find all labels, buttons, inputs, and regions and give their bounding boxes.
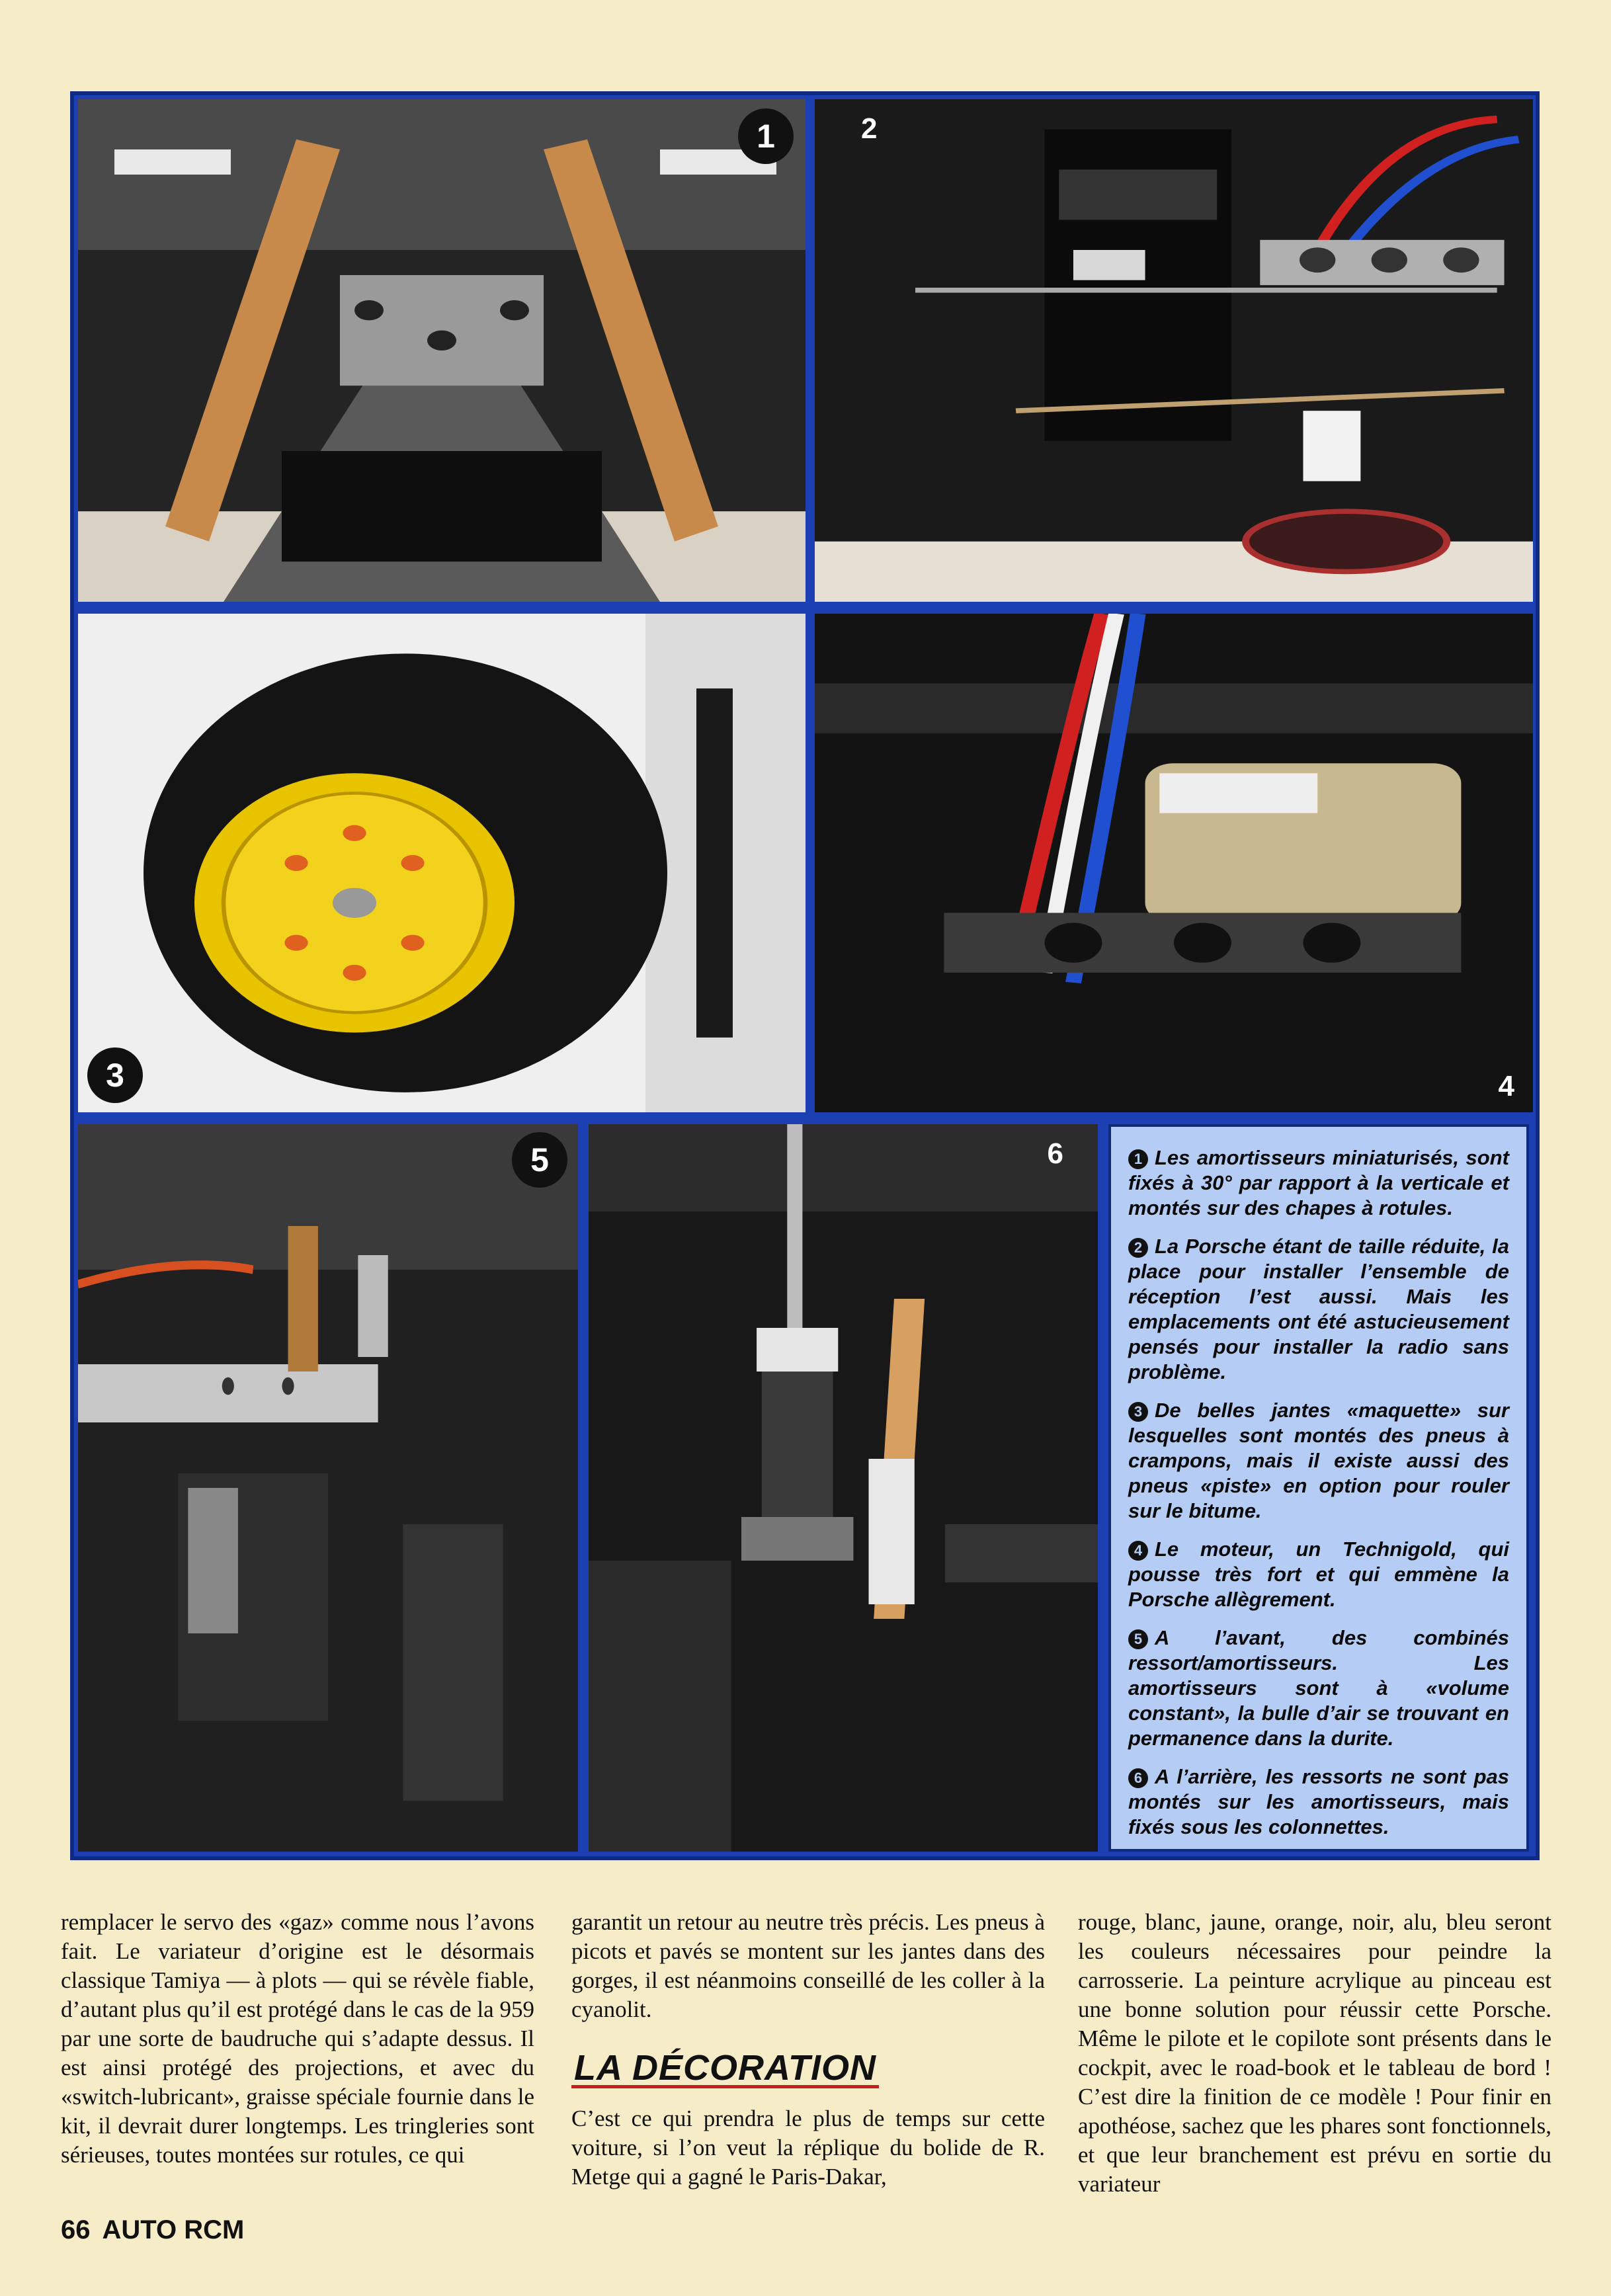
caption-number-badge: 4: [1128, 1541, 1148, 1561]
motor-photo-icon: [815, 614, 1533, 1112]
paragraph: garantit un retour au neutre très précis. Les pneus à picots et pavés se montent sur les jantes dans des gorges, il est néanmoins conseillé de les coller à la cyanolit.: [571, 1909, 1045, 2022]
caption-number-badge: 6: [1128, 1768, 1148, 1788]
shock-absorbers-photo-icon: [78, 99, 806, 602]
caption-text: A l’arrière, les ressorts ne sont pas montés sur les amortisseurs, mais fixés sous les colonnettes.: [1128, 1765, 1509, 1838]
photo-captions: [1108, 1124, 1529, 1852]
front-suspension-photo-icon: [78, 1124, 578, 1852]
photo-3: [78, 614, 806, 1112]
photo-number-badge: 1: [738, 108, 794, 164]
caption-number-badge: 2: [1128, 1238, 1148, 1258]
photo-number-label: 4: [1498, 1070, 1514, 1102]
paragraph: rouge, blanc, jaune, orange, noir, alu, bleu seront les couleurs nécessaires pour peindre la carrosserie. La peinture acrylique au pinceau est une bonne solution pour réussir cette Porsche. Même le pilote et le copilote sont présents dans le cockpit, avec le road-book et le tableau de bord ! C’est dire la finition de ce modèle ! Pour finir en apothéose, sachez que les phares sont fonctionnels, et que leur branchement est prévu en sortie du variateur: [1078, 1909, 1551, 2197]
caption-5: [1128, 1625, 1509, 1751]
caption-number-badge: 3: [1128, 1402, 1148, 1422]
photo-6: [589, 1124, 1098, 1852]
caption-4: [1128, 1537, 1509, 1612]
photo-1: [78, 99, 806, 602]
caption-text: Le moteur, un Technigold, qui pousse très fort et qui emmène la Porsche allègrement.: [1128, 1538, 1509, 1611]
magazine-name: AUTO RCM: [102, 2215, 245, 2244]
caption-2: [1128, 1234, 1509, 1385]
section-heading: LA DÉCORATION: [571, 2053, 879, 2088]
caption-text: A l’avant, des combinés ressort/amortisseurs. Les amortisseurs sont à «volume constant», la bulle d’air se trouvant en permanence dans la durite.: [1128, 1626, 1509, 1750]
caption-number-badge: 1: [1128, 1149, 1148, 1169]
article-column-1: [61, 1908, 534, 2170]
photo-4: [815, 614, 1533, 1112]
caption-text: De belles jantes «maquette» sur lesquelles sont montés des pneus à crampons, mais il existe aussi des pneus «piste» en option pour rouler sur le bitume.: [1128, 1399, 1509, 1522]
page-number: 66: [61, 2215, 91, 2244]
article-column-3: [1078, 1908, 1551, 2199]
caption-text: Les amortisseurs miniaturisés, sont fixés à 30° par rapport à la verticale et montés sur des chapes à rotules.: [1128, 1146, 1509, 1219]
caption-3: [1128, 1398, 1509, 1524]
photo-number-label: 6: [1047, 1137, 1063, 1170]
page-footer: [61, 2215, 256, 2245]
photo-2: [815, 99, 1533, 602]
photo-number-badge: 5: [512, 1132, 567, 1188]
article-column-2: [571, 1908, 1045, 2192]
photo-number-badge: 3: [87, 1047, 143, 1103]
paragraph: remplacer le servo des «gaz» comme nous l’avons fait. Le variateur d’origine est le désormais classique Tamiya — à plots — qui se révèle fiable, d’autant plus qu’il est protégé dans le cas de la 959 par une sorte de baudruche qui s’adapte dessus. Il est ainsi protégé des projections, et avec du «switch-lubricant», graisse spéciale fournie dans le kit, il devrait durer longtemps. Les tringleries sont sérieuses, toutes montées sur rotules, ce qui: [61, 1909, 534, 2168]
caption-6: [1128, 1764, 1509, 1840]
paragraph: C’est ce qui prendra le plus de temps sur cette voiture, si l’on veut la réplique du bolide de R. Metge qui a gagné le Paris-Dakar,: [571, 2106, 1045, 2190]
caption-1: [1128, 1145, 1509, 1221]
rear-suspension-photo-icon: [589, 1124, 1098, 1852]
photo-5: [78, 1124, 578, 1852]
wheel-photo-icon: [78, 614, 806, 1112]
caption-number-badge: 5: [1128, 1629, 1148, 1649]
caption-text: La Porsche étant de taille réduite, la place pour installer l’ensemble de réception l’est aussi. Mais les emplacements ont été astucieusement pensés pour installer la radio sans problème.: [1128, 1235, 1509, 1383]
receiver-photo-icon: [815, 99, 1533, 602]
photo-number-label: 2: [861, 112, 878, 145]
